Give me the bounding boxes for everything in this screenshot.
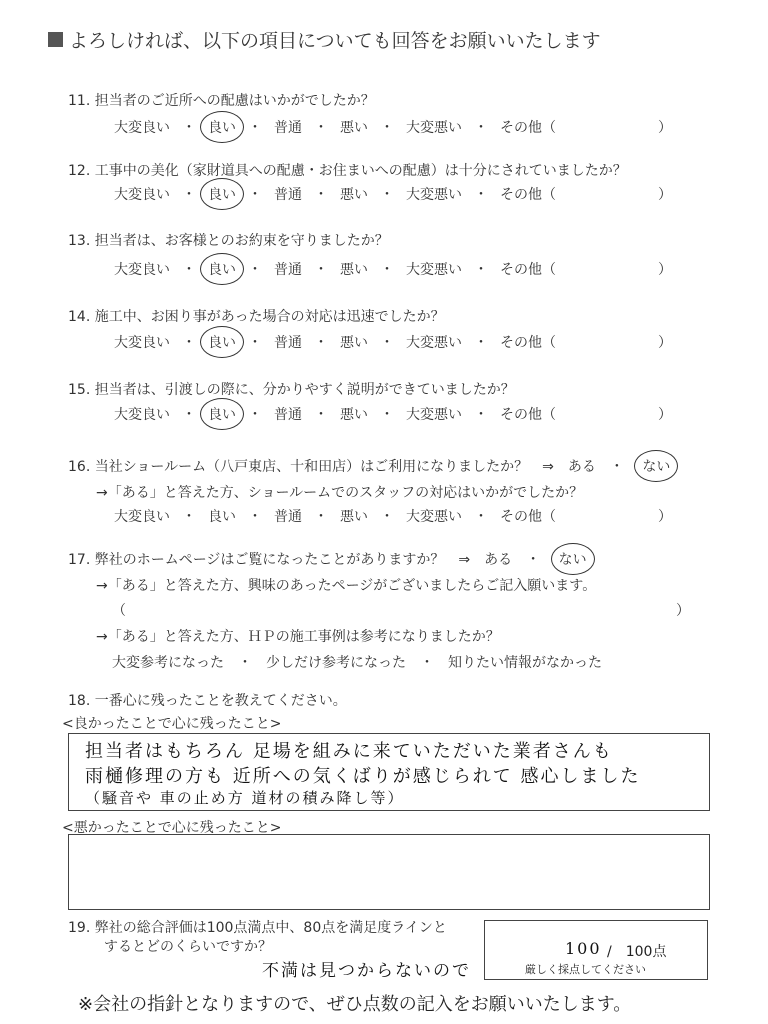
- option-very-bad[interactable]: 大変悪い: [406, 187, 462, 203]
- option-good-selected[interactable]: 良い: [206, 184, 238, 204]
- question-text: 担当者は、引渡しの際に、分かりやすく説明ができていましたか？: [94, 382, 515, 398]
- bad-points-box[interactable]: [68, 834, 710, 910]
- question-17: [68, 549, 589, 569]
- section-title: よろしければ、以下の項目についても回答をお願いいたします: [69, 30, 601, 52]
- question-number: 11.: [68, 93, 91, 109]
- question-number: 15.: [68, 382, 91, 398]
- question-16-followup: →「ある」と答えた方、ショールームでのスタッフの対応はいかがでしたか？: [96, 485, 584, 501]
- question-number: 13.: [68, 233, 91, 249]
- question-text: 担当者のご近所への配慮はいかがでしたか？: [94, 93, 375, 109]
- option-bad[interactable]: 悪い: [340, 187, 368, 203]
- option-other[interactable]: その他（: [500, 262, 556, 278]
- question-text: 16. 当社ショールーム（八戸東店、十和田店）はご利用になりましたか？ ⇒ ある ・: [68, 459, 624, 475]
- answer-nai-selected[interactable]: ない: [640, 456, 672, 476]
- option-other[interactable]: その他（: [500, 335, 556, 351]
- question-19-line-2: するとどのくらいですか？: [104, 939, 272, 955]
- option-other[interactable]: その他（: [500, 120, 556, 136]
- option-very-bad[interactable]: 大変悪い: [406, 262, 462, 278]
- hp-reference-options[interactable]: 大変参考になった ・ 少しだけ参考になった ・ 知りたい情報がなかった: [112, 655, 602, 671]
- question-number: 12.: [68, 163, 91, 179]
- question-17-followup-1: →「ある」と答えた方、興味のあったページがございましたらご記入願います。: [96, 578, 597, 594]
- option-very-good[interactable]: 大変良い: [114, 187, 170, 203]
- option-very-bad[interactable]: 大変悪い: [406, 335, 462, 351]
- question-17-followup-2: →「ある」と答えた方、ＨＰの施工事例は参考になりましたか？: [96, 629, 500, 645]
- question-14: [68, 306, 445, 326]
- option-bad[interactable]: 悪い: [340, 407, 368, 423]
- answer-options-12: 大変良い ・ 良い ・ 普通 ・ 悪い ・ 大変悪い ・ その他（ ）: [112, 184, 672, 204]
- question-12: [68, 160, 627, 180]
- section-header: [48, 26, 601, 53]
- good-points-label: <良かったことで心に残ったこと>: [62, 716, 282, 732]
- footer-note: ※会社の指針となりますので、ぜひ点数の記入をお願いいたします。: [78, 994, 632, 1015]
- answer-options-11: 大変良い ・ 良い ・ 普通 ・ 悪い ・ 大変悪い ・ その他（ ）: [112, 117, 672, 137]
- option-very-bad[interactable]: 大変悪い: [406, 407, 462, 423]
- option-very-good[interactable]: 大変良い: [114, 262, 170, 278]
- handwritten-comment: 不満は見つからないので: [262, 961, 471, 981]
- option-bad[interactable]: 悪い: [340, 262, 368, 278]
- option-average[interactable]: 普通: [274, 120, 302, 136]
- answer-nai-selected[interactable]: ない: [557, 549, 589, 569]
- close-paren: ）: [658, 407, 672, 423]
- question-19-line-1: 19. 弊社の総合評価は100点満点中、80点を満足度ラインと: [68, 920, 447, 936]
- question-15: [68, 379, 515, 399]
- question-13: [68, 230, 389, 250]
- open-paren: （: [112, 603, 126, 619]
- question-number: 14.: [68, 309, 91, 325]
- square-bullet-icon: [48, 32, 63, 47]
- option-average[interactable]: 普通: [274, 509, 302, 525]
- option-good-selected[interactable]: 良い: [206, 117, 238, 137]
- close-paren: ）: [658, 120, 672, 136]
- option-average[interactable]: 普通: [274, 335, 302, 351]
- option-bad[interactable]: 悪い: [340, 120, 368, 136]
- handwritten-line-2: 雨樋修理の方も 近所への気くばりが感じられて 感心しました: [85, 766, 641, 787]
- question-text: 工事中の美化（家財道具への配慮・お住まいへの配慮）は十分にされていましたか？: [94, 163, 627, 179]
- option-average[interactable]: 普通: [274, 407, 302, 423]
- handwritten-line-3: （騒音や 車の止め方 道材の積み降し等）: [85, 789, 405, 807]
- handwritten-score: 100: [565, 939, 602, 958]
- close-paren: ）: [676, 603, 690, 619]
- close-paren: ）: [658, 335, 672, 351]
- good-points-box[interactable]: [68, 733, 710, 811]
- option-other[interactable]: その他（: [500, 509, 556, 525]
- close-paren: ）: [658, 187, 672, 203]
- option-bad[interactable]: 悪い: [340, 335, 368, 351]
- option-very-good[interactable]: 大変良い: [114, 120, 170, 136]
- answer-options-15: 大変良い ・ 良い ・ 普通 ・ 悪い ・ 大変悪い ・ その他（ ）: [112, 404, 672, 424]
- option-average[interactable]: 普通: [274, 187, 302, 203]
- option-good-selected[interactable]: 良い: [206, 404, 238, 424]
- option-very-good[interactable]: 大変良い: [114, 335, 170, 351]
- question-text: 17. 弊社のホームページはご覧になったことがありますか？ ⇒ ある ・: [68, 552, 541, 568]
- question-text: 施工中、お困り事があった場合の対応は迅速でしたか？: [94, 309, 445, 325]
- option-very-good[interactable]: 大変良い: [114, 509, 170, 525]
- option-bad[interactable]: 悪い: [340, 509, 368, 525]
- option-other[interactable]: その他（: [500, 407, 556, 423]
- handwritten-line-1: 担当者はもちろん 足場を組みに来ていただいた業者さんも: [85, 741, 613, 762]
- option-good[interactable]: 良い: [208, 509, 236, 525]
- question-18: 18. 一番心に残ったことを教えてください。: [68, 693, 347, 709]
- option-very-bad[interactable]: 大変悪い: [406, 509, 462, 525]
- question-11: [68, 90, 375, 110]
- close-paren: ）: [658, 509, 672, 525]
- option-good-selected[interactable]: 良い: [206, 259, 238, 279]
- score-max: / 100点: [607, 944, 667, 960]
- option-very-good[interactable]: 大変良い: [114, 407, 170, 423]
- score-note: 厳しく採点してください: [525, 963, 646, 976]
- answer-options-13: 大変良い ・ 良い ・ 普通 ・ 悪い ・ 大変悪い ・ その他（ ）: [112, 259, 672, 279]
- close-paren: ）: [658, 262, 672, 278]
- option-very-bad[interactable]: 大変悪い: [406, 120, 462, 136]
- bad-points-label: <悪かったことで心に残ったこと>: [62, 820, 282, 836]
- option-average[interactable]: 普通: [274, 262, 302, 278]
- option-other[interactable]: その他（: [500, 187, 556, 203]
- score-box[interactable]: [484, 920, 708, 980]
- question-text: 担当者は、お客様とのお約束を守りましたか？: [94, 233, 389, 249]
- answer-options-16: 大変良い ・ 良い ・ 普通 ・ 悪い ・ 大変悪い ・ その他（ ）: [112, 506, 672, 526]
- question-16: [68, 456, 672, 476]
- option-good-selected[interactable]: 良い: [206, 332, 238, 352]
- answer-options-14: 大変良い ・ 良い ・ 普通 ・ 悪い ・ 大変悪い ・ その他（ ）: [112, 332, 672, 352]
